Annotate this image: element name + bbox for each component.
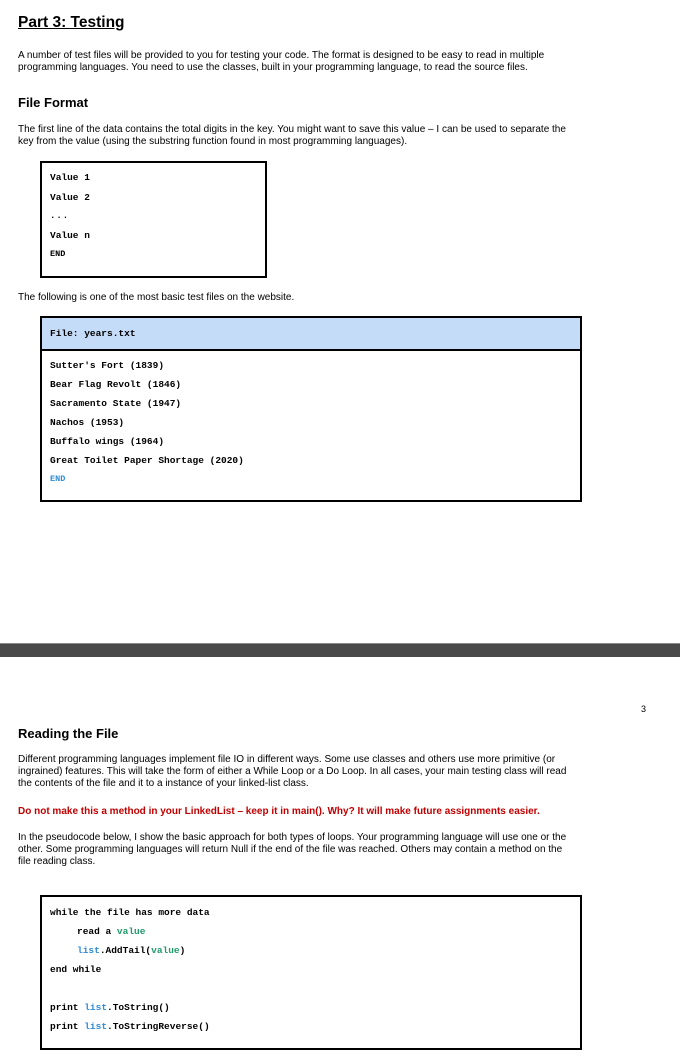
pseudo-addtail	[77, 945, 185, 956]
example-line-2: Bear Flag Revolt (1846)	[50, 379, 182, 390]
pseudocode-box	[40, 895, 582, 1050]
format-line-2: Value 2	[50, 192, 90, 203]
part3-title: Part 3: Testing	[18, 14, 125, 31]
file-format-heading: File Format	[18, 95, 89, 110]
pseudo-add-method: .AddTail(	[99, 945, 152, 956]
pseudo-add-arg: value	[151, 945, 180, 956]
example-line-4: Nachos (1953)	[50, 417, 125, 428]
pseudo-print-keyword: print	[50, 1002, 79, 1013]
warning-note: Do not make this a method in your LinkedList – keep it in main(). Why? It will make future assignments easier.	[18, 806, 540, 817]
example-line-6: Great Toilet Paper Shortage (2020)	[50, 455, 244, 466]
pseudo-read-keyword: read a	[77, 926, 112, 937]
part3-intro-line1: A number of test files will be provided to you for testing your code. The format is designed to be easy to read in multiple	[18, 50, 545, 61]
reading-p2-line2: other. Some programming languages will return Null if the end of the file was reached. Others may contain a method on the	[18, 844, 563, 855]
pseudo-while: while the file has more data	[50, 907, 210, 918]
example-line-1: Sutter's Fort (1839)	[50, 360, 165, 371]
pseudo-print-2	[50, 1021, 210, 1032]
example-line-5: Buffalo wings (1964)	[50, 436, 165, 447]
pseudo-print1-object: list	[84, 1002, 108, 1013]
part3-intro	[18, 50, 643, 74]
pseudo-add-close: )	[179, 945, 186, 956]
file-format-box	[40, 161, 267, 278]
pseudo-print-keyword: print	[50, 1021, 79, 1032]
format-line-n: Value n	[50, 230, 90, 241]
format-ellipsis: ...	[50, 211, 70, 221]
pseudo-print2-object: list	[84, 1021, 108, 1032]
pseudo-print-1	[50, 1002, 170, 1013]
format-line-1: Value 1	[50, 172, 90, 183]
reading-paragraph-2	[18, 832, 643, 868]
reading-p1-line3: the contents of the file and it to a instance of your linked-list class.	[18, 778, 309, 789]
pseudo-end-while: end while	[50, 964, 102, 975]
page-number: 3	[641, 704, 647, 714]
reading-p2-line3: file reading class.	[18, 856, 96, 867]
file-format-description	[18, 124, 643, 148]
example-end: END	[50, 474, 66, 484]
format-end: END	[50, 249, 66, 259]
example-line-3: Sacramento State (1947)	[50, 398, 182, 409]
pseudo-print1-method: .ToString()	[107, 1002, 170, 1013]
example-file-box	[40, 316, 582, 502]
part3-intro-line2: programming languages. You need to use the classes, built in your programming language, to read the source files.	[18, 62, 528, 73]
reading-p1-line2: ingrained) features. This will take the form of either a While Loop or a Do Loop. In all cases, your main testing class will read	[18, 766, 567, 777]
document-page-2	[0, 657, 680, 1062]
page-separator	[0, 643, 680, 657]
reading-heading: Reading the File	[18, 726, 119, 741]
example-intro: The following is one of the most basic test files on the website.	[18, 292, 295, 303]
file-format-line1: The first line of the data contains the total digits in the key. You might want to save this value – I can be used to separate the	[18, 124, 566, 135]
pseudo-read	[77, 926, 145, 937]
pseudo-print2-method: .ToStringReverse()	[107, 1021, 210, 1032]
reading-p1-line1: Different programming languages implement file IO in different ways. Some use classes and others use more primitive (or	[18, 754, 556, 765]
file-format-line2: key from the value (using the substring function found in most programming languages).	[18, 136, 408, 147]
pseudo-add-object: list	[77, 945, 100, 956]
reading-paragraph-1	[18, 754, 643, 790]
reading-p2-line1: In the pseudocode below, I show the basic approach for both types of loops. Your programming language will use one or the	[18, 832, 567, 843]
example-file-name: File: years.txt	[50, 328, 136, 339]
pseudo-read-var: value	[116, 926, 146, 937]
example-file-header	[42, 318, 580, 351]
